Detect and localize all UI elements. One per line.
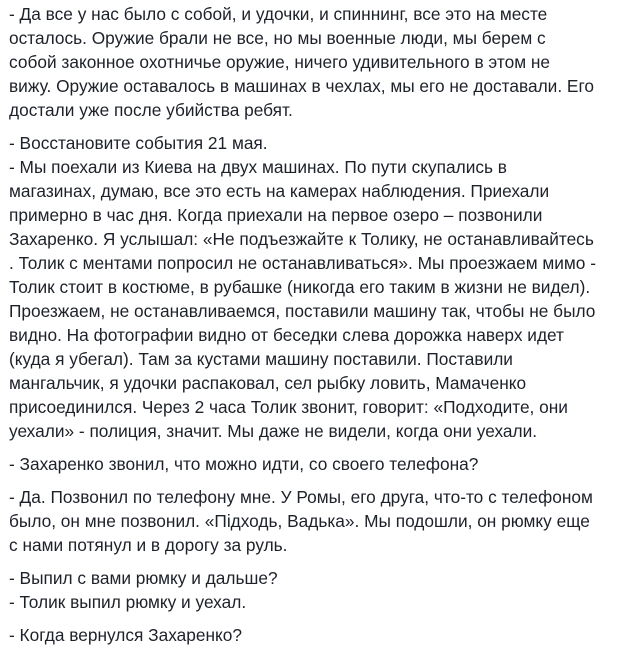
text-line: - Выпил с вами рюмку и дальше?	[9, 568, 278, 588]
text-line: мангальчик, я удочки распаковал, сел рыбку ловить, Мамаченко	[9, 373, 527, 393]
text-line: - Восстановите события 21 мая.	[9, 133, 268, 153]
text-line: - Когда вернулся Захаренко?	[9, 625, 243, 645]
text-line: было, он мне позвонил. «Підходь, Вадька». Мы подошли, он рюмку еще	[9, 511, 590, 531]
paragraph	[9, 452, 613, 476]
paragraph	[9, 623, 613, 647]
text-line: - Да. Позвонил по телефону мне. У Ромы, его друга, что-то с телефоном	[9, 487, 593, 507]
paragraph	[9, 566, 613, 614]
text-line: Захаренко. Я услышал: «Не подъезжайте к Толику, не останавливайтесь	[9, 229, 594, 249]
text-line: с нами потянул и в дорогу за руль.	[9, 535, 288, 555]
text-line: . Толик с ментами попросил не останавливаться». Мы проезжаем мимо -	[9, 253, 596, 273]
text-line: магазинах, думаю, все это есть на камерах наблюдения. Приехали	[9, 181, 550, 201]
text-line: видно. На фотографии видно от беседки слева дорожка наверх идет	[9, 325, 564, 345]
text-line: достали уже после убийства ребят.	[9, 100, 293, 120]
article-text	[9, 2, 613, 656]
text-line: уехали» - полиция, значит. Мы даже не видели, когда они уехали.	[9, 421, 538, 441]
text-line: - Захаренко звонил, что можно идти, со своего телефона?	[9, 454, 479, 474]
text-line: (куда я убегал). Там за кустами машину поставили. Поставили	[9, 349, 513, 369]
text-line: Проезжаем, не останавливаемся, поставили машину так, чтобы не было	[9, 301, 596, 321]
paragraph	[9, 485, 613, 557]
text-line: Толик стоит в костюме, в рубашке (никогда его таким в жизни не видел).	[9, 277, 591, 297]
text-line: - Толик выпил рюмку и уехал.	[9, 592, 247, 612]
text-line: примерно в час дня. Когда приехали на первое озеро – позвонили	[9, 205, 543, 225]
text-line: - Мы поехали из Киева на двух машинах. По пути скупались в	[9, 157, 507, 177]
text-line: - Да все у нас было с собой, и удочки, и спиннинг, все это на месте	[9, 4, 548, 24]
text-line: присоединился. Через 2 часа Толик звонит, говорит: «Подходите, они	[9, 397, 568, 417]
text-line: осталось. Оружие брали не все, но мы военные люди, мы берем с	[9, 28, 546, 48]
paragraph	[9, 2, 613, 122]
text-line: собой законное охотничье оружие, ничего удивительного в этом не	[9, 52, 551, 72]
text-line: вижу. Оружие оставалось в машинах в чехлах, мы его не доставали. Его	[9, 76, 594, 96]
paragraph	[9, 131, 613, 443]
